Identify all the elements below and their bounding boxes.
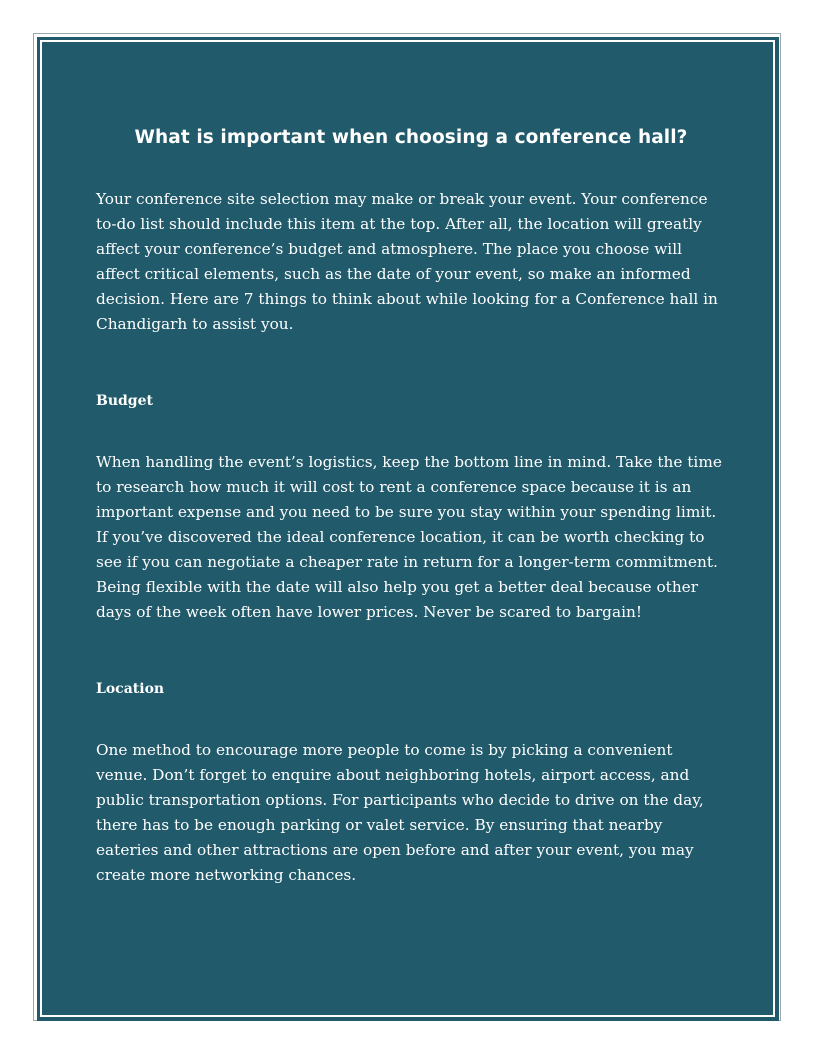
page-title: What is important when choosing a conference hall? [134, 127, 688, 148]
document-content [96, 125, 726, 888]
intro-paragraph: Your conference site selection may make or break your event. Your conference to-do list should include this item at the top. After all, the location will greatly affect your conference’s budget and atmosphere. The place you choose will affect critical elements, such as the date of your event, so make an informed decision. Here are 7 things to think about while looking for a Conference hall in Chandigarh to assist you. [96, 190, 718, 333]
section-heading-location: Location [96, 681, 165, 697]
section-heading-budget: Budget [96, 393, 153, 409]
section-body-location: One method to encourage more people to come is by picking a convenient venue. Don’t forget to enquire about neighboring hotels, airport access, and public transportation options. For participants who decide to drive on the day, there has to be enough parking or valet service. By ensuring that nearby eateries and other attractions are open before and after your event, you may create more networking chances. [96, 741, 704, 884]
section-body-budget: When handling the event’s logistics, keep the bottom line in mind. Take the time to research how much it will cost to rent a conference space because it is an important expense and you need to be sure you stay within your spending limit. If you’ve discovered the ideal conference location, it can be worth checking to see if you can negotiate a cheaper rate in return for a longer-term commitment. Being flexible with the date will also help you get a better deal because other days of the week often have lower prices. Never be scared to bargain! [96, 453, 722, 621]
